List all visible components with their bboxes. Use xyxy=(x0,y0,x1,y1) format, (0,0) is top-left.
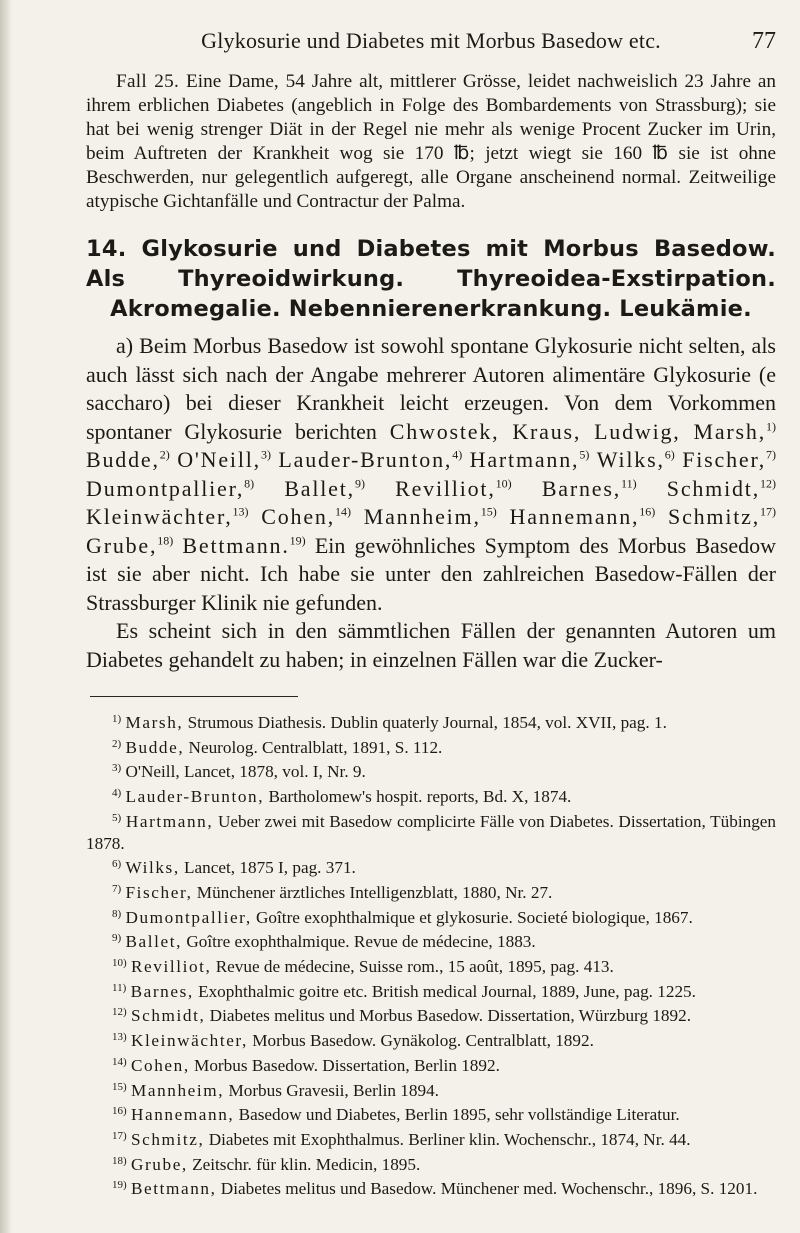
footnote-author: Fischer, xyxy=(125,882,193,902)
author-name: Chwostek, xyxy=(389,418,500,444)
footnote-number: 7) xyxy=(112,882,122,895)
footnote-ref: 12) xyxy=(760,476,777,491)
author-name: Schmidt, xyxy=(666,475,761,501)
footnote-ref: 2) xyxy=(159,447,170,462)
author-name: Mannheim, xyxy=(363,504,481,529)
footnote-ref: 6) xyxy=(664,447,675,462)
main-text xyxy=(86,332,776,674)
footnote xyxy=(86,953,776,978)
footnote-author: Budde, xyxy=(125,737,185,757)
case-25-paragraph xyxy=(86,70,776,214)
footnote-text: Basedow und Diabetes, Berlin 1895, sehr vollständige Literatur. xyxy=(238,1105,680,1125)
footnote-number: 18) xyxy=(112,1154,127,1167)
footnote xyxy=(86,734,776,759)
footnote-author: Cohen, xyxy=(130,1055,190,1075)
author-name: Barnes, xyxy=(541,475,622,501)
footnote xyxy=(86,783,776,808)
author-name: Dumontpallier, xyxy=(86,475,245,501)
footnote-text: Diabetes mit Exophthalmus. Berliner klin. Wochenschr., 1874, Nr. 44. xyxy=(208,1129,691,1149)
footnote-number: 12) xyxy=(112,1006,127,1019)
paragraph-a-outro: Ein gewöhnliches Symptom des Morbus Basedow ist sie aber nicht. Ich habe sie unter den zahlreichen Basedow-Fällen der Strassburger Klinik nie gefunden. xyxy=(86,532,777,615)
footnote-author: Wilks, xyxy=(125,858,180,878)
footnote-author: Bettmann, xyxy=(130,1179,217,1199)
footnote-author: Revilliot, xyxy=(130,957,212,977)
footnote-ref: 14) xyxy=(335,504,352,519)
footnote xyxy=(86,928,776,953)
author-name: Marsh, xyxy=(693,418,766,444)
author-name: Wilks, xyxy=(596,447,665,472)
author-name: Hannemann, xyxy=(509,504,640,529)
author-name: Revilliot, xyxy=(395,475,496,501)
footnote-number: 8) xyxy=(112,907,122,920)
case-text: Eine Dame, 54 Jahre alt, mittlerer Grösse, leidet nachweislich 23 Jahre an ihrem erblichen Diabetes (angeblich in Folge des Bombardements von Strassburg); sie hat bei wenig strenger Diät in der Regel nie mehr als wenige Procent Zucker im Urin, beim Auftreten der Krankheit wog sie 170 ℔; jetzt wiegt sie 160 ℔ sie ist ohne Beschwerden, nur gelegentlich aufgeregt, alle Organe anscheinend normal. Zeitweilige atypische Gichtanfälle und Contractur der Palma. xyxy=(86,71,777,212)
footnote-author: Schmidt, xyxy=(130,1006,206,1026)
footnote-text: Strumous Diathesis. Dublin quaterly Journal, 1854, vol. XVII, pag. 1. xyxy=(187,713,667,732)
footnote-author: Ballet, xyxy=(125,932,183,952)
footnote xyxy=(86,1052,776,1077)
author-name: Cohen, xyxy=(261,504,336,529)
footnote-text: Diabetes melitus und Basedow. Münchener med. Wochenschr., 1896, S. 1201. xyxy=(220,1179,758,1199)
footnote-rule xyxy=(90,696,298,697)
footnote xyxy=(86,1151,776,1176)
footnote-number: 19) xyxy=(112,1179,127,1192)
footnote-author: Schmitz, xyxy=(130,1129,205,1149)
footnote-text: Diabetes melitus und Morbus Basedow. Dissertation, Würzburg 1892. xyxy=(209,1006,692,1026)
footnote-text: Bartholomew's hospit. reports, Bd. X, 1874. xyxy=(268,787,572,807)
author-name: Lauder-Brunton, xyxy=(278,447,453,472)
footnote-text: Morbus Basedow. Gynäkolog. Centralblatt, 1892. xyxy=(252,1031,594,1051)
running-header xyxy=(86,28,776,62)
footnote-number: 13) xyxy=(112,1031,127,1044)
author-name: Ballet, xyxy=(284,475,355,501)
footnote-ref: 3) xyxy=(260,447,271,462)
footnote-text: Lancet, 1875 I, pag. 371. xyxy=(184,858,356,878)
paragraph-b: Es scheint sich in den sämmtlichen Fällen der genannten Autoren um Diabetes gehandelt zu haben; in einzelnen Fällen war die Zucker- xyxy=(86,618,776,672)
footnote-author: Hartmann, xyxy=(125,811,214,831)
footnote-author: Barnes, xyxy=(130,981,194,1001)
footnote-ref: 18) xyxy=(157,533,174,548)
footnote-text: Revue de médecine, Suisse rom., 15 août, 1895, pag. 413. xyxy=(215,957,614,977)
footnote-number: 2) xyxy=(112,737,122,750)
footnote-number: 9) xyxy=(112,932,122,945)
book-page xyxy=(86,28,776,1200)
footnote-number: 1) xyxy=(112,713,122,725)
author-name: Kraus, xyxy=(512,418,582,444)
footnote-author: Grube, xyxy=(130,1154,188,1174)
footnote-ref: 1) xyxy=(766,419,776,434)
footnote-text: Ueber zwei mit Basedow complicirte Fälle von Diabetes. Dissertation, Tübingen 1878. xyxy=(86,811,777,853)
footnote-number: 3) xyxy=(112,762,122,775)
footnote-text: Exophthalmic goitre etc. British medical Journal, 1889, June, pag. 1225. xyxy=(198,981,696,1001)
footnote-text: Goître exophthalmique et glykosurie. Societé biologique, 1867. xyxy=(256,907,693,927)
author-name: Ludwig, xyxy=(594,418,681,444)
footnotes xyxy=(86,709,776,1200)
footnote-author: Hannemann, xyxy=(130,1105,235,1125)
footnote-ref: 8) xyxy=(244,476,255,491)
footnote-ref: 10) xyxy=(495,476,512,491)
footnote-ref: 5) xyxy=(579,447,590,462)
footnote-ref: 9) xyxy=(354,476,365,491)
footnote-author: Mannheim, xyxy=(130,1080,225,1100)
footnote xyxy=(86,709,776,734)
footnote-author: Dumontpallier, xyxy=(125,907,252,927)
footnote-text: Morbus Gravesii, Berlin 1894. xyxy=(228,1080,439,1100)
section-heading: 14. Glykosurie und Diabetes mit Morbus Basedow. Als Thyreoidwirkung. Thyreoidea-Exstirpation. Akromegalie. Nebennierenerkrankung. Leukämie. xyxy=(86,236,776,322)
author-name: Fischer, xyxy=(682,447,767,472)
footnote xyxy=(86,1002,776,1027)
footnote-number: 6) xyxy=(112,858,122,871)
footnote xyxy=(86,1077,776,1102)
footnote-number: 11) xyxy=(112,981,127,994)
footnote-number: 10) xyxy=(112,957,127,970)
footnote-text: O'Neill, Lancet, 1878, vol. I, Nr. 9. xyxy=(125,762,366,782)
footnote-number: 15) xyxy=(112,1080,127,1093)
footnote xyxy=(86,879,776,904)
footnote-number: 16) xyxy=(112,1105,127,1118)
footnote-ref: 11) xyxy=(621,476,637,491)
footnote-ref: 13) xyxy=(232,504,249,519)
case-label: Fall 25. xyxy=(116,71,180,92)
footnote-ref: 4) xyxy=(452,447,463,462)
footnote xyxy=(86,1126,776,1151)
footnote xyxy=(86,758,776,783)
footnote-number: 14) xyxy=(112,1055,127,1068)
footnote xyxy=(86,1101,776,1126)
binding-shadow xyxy=(0,0,12,1233)
footnote-number: 4) xyxy=(112,787,122,800)
author-name: Budde, xyxy=(86,447,160,472)
footnote xyxy=(86,1027,776,1052)
footnote-number: 17) xyxy=(112,1129,127,1142)
footnote xyxy=(86,808,776,854)
footnote-number: 5) xyxy=(112,811,122,824)
author-name: Grube, xyxy=(86,532,158,558)
running-title: Glykosurie und Diabetes mit Morbus Basedow etc. xyxy=(201,28,661,53)
footnote-ref: 15) xyxy=(480,504,497,519)
footnote-text: Neurolog. Centralblatt, 1891, S. 112. xyxy=(188,737,443,757)
author-name: O'Neill, xyxy=(177,447,261,472)
paragraph-a xyxy=(86,332,776,617)
footnote xyxy=(86,1175,776,1200)
footnote xyxy=(86,854,776,879)
footnote-text: Zeitschr. für klin. Medicin, 1895. xyxy=(192,1154,421,1174)
footnote-author: Kleinwächter, xyxy=(130,1031,248,1051)
author-name: Kleinwächter, xyxy=(86,504,233,529)
footnote-ref: 16) xyxy=(639,504,656,519)
footnote-text: Münchener ärztliches Intelligenzblatt, 1880, Nr. 27. xyxy=(196,882,553,902)
footnote xyxy=(86,978,776,1003)
footnote-ref: 17) xyxy=(760,504,777,519)
footnote xyxy=(86,904,776,929)
author-name: Bettmann. xyxy=(182,532,290,558)
footnote-ref: 7) xyxy=(766,447,777,462)
author-name: Schmitz, xyxy=(668,504,761,529)
footnote-author: Marsh, xyxy=(125,713,184,732)
footnote-text: Goître exophthalmique. Revue de médecine, 1883. xyxy=(186,932,536,952)
footnote-author: Lauder-Brunton, xyxy=(125,787,265,807)
footnote-text: Morbus Basedow. Dissertation, Berlin 1892. xyxy=(194,1055,500,1075)
footnote-ref: 19) xyxy=(289,533,306,548)
page-number: 77 xyxy=(752,28,776,54)
paragraph-a-intro: a) Beim Morbus Basedow ist sowohl spontane Glykosurie nicht selten, als auch lässt sich nach der Angabe mehrerer Autoren alimentäre Glykosurie (e saccharo) bei dieser Krankheit leicht erzeugen. Von dem Vorkommen spontaner Glykosurie berichten xyxy=(86,333,776,444)
author-name: Hartmann, xyxy=(469,447,580,472)
